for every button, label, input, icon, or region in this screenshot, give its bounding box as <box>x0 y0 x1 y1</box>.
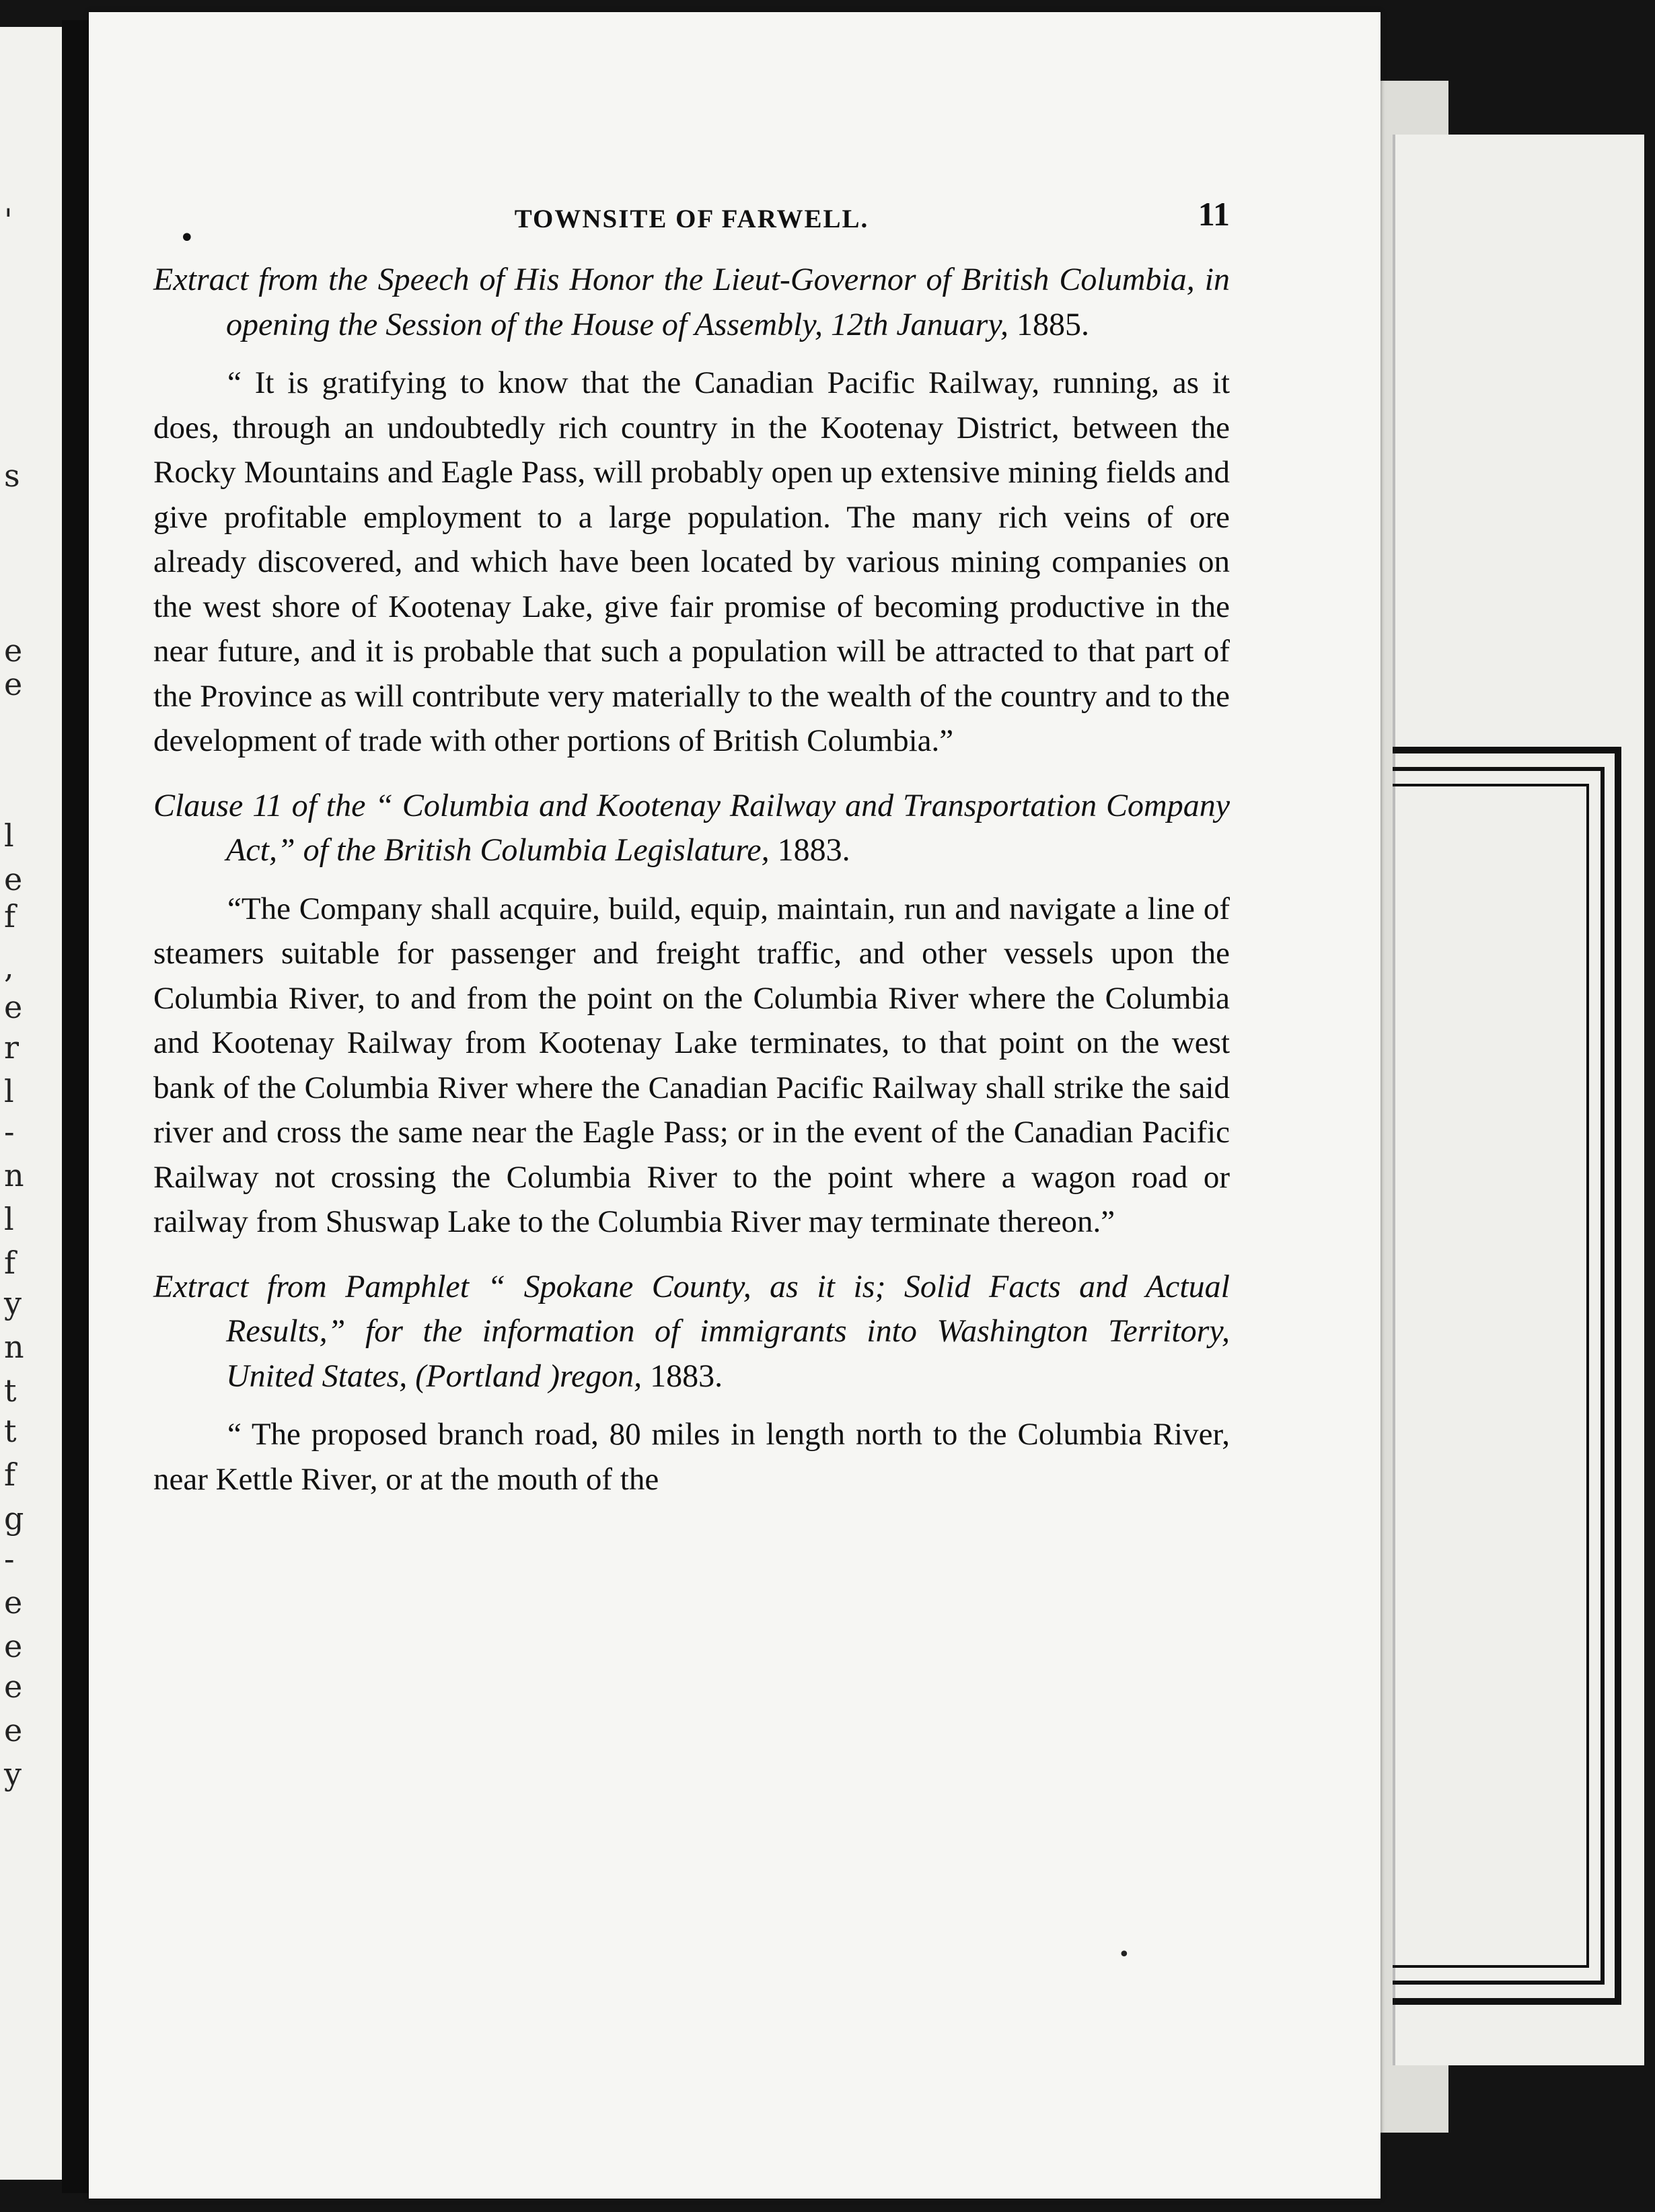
page-text-block <box>153 184 1230 1502</box>
margin-fragment: ' <box>4 202 13 238</box>
margin-fragment: - <box>4 1541 15 1577</box>
right-page-edge-line <box>1393 784 1589 1968</box>
section-heading-speech: Extract from the Speech of His Honor the Lieut-Governor of British Columbia, in opening the Session of the House of Assembly, 12th January, 1885. <box>153 262 1230 342</box>
margin-fragment: n <box>4 1157 24 1193</box>
left-page-margin-fragments <box>4 27 58 2180</box>
margin-fragment: y <box>4 1756 22 1792</box>
margin-fragment: e <box>4 1668 23 1705</box>
margin-fragment: e <box>4 989 23 1025</box>
margin-fragment: t <box>4 1413 17 1449</box>
margin-fragment: t <box>4 1372 17 1409</box>
section-heading-clause-11: Clause 11 of the “ Columbia and Kootenay Railway and Transportation Company Act,” of the British Columbia Legislature, 1883. <box>153 787 1230 868</box>
running-head <box>153 184 1230 258</box>
margin-fragment: e <box>4 861 23 897</box>
margin-fragment: f <box>4 1245 16 1281</box>
margin-fragment: r <box>4 1029 19 1066</box>
section-body-pamphlet: “ The proposed branch road, 80 miles in length north to the Columbia River, near Kettle River, or at the mouth of the <box>153 1417 1230 1497</box>
margin-fragment: e <box>4 1712 23 1748</box>
margin-fragment: f <box>4 898 16 934</box>
margin-fragment: e <box>4 666 23 702</box>
margin-fragment: e <box>4 1628 23 1664</box>
margin-fragment: , <box>4 949 14 985</box>
margin-fragment: y <box>4 1285 22 1321</box>
running-head-title: TOWNSITE OF FARWELL. <box>514 205 869 233</box>
stray-ink-dot: • <box>1118 1943 1130 1966</box>
bullet-mark: • <box>179 223 195 254</box>
margin-fragment: l <box>4 817 14 854</box>
margin-fragment: n <box>4 1329 24 1365</box>
book-page <box>89 12 1381 2199</box>
section-heading-pamphlet: Extract from Pamphlet “ Spokane County, as it is; Solid Facts and Actual Results,” for the information of immigrants into Washington Territory, United States, (Portland )regon, 1883. <box>153 1268 1230 1394</box>
left-facing-page <box>0 27 62 2180</box>
section-body-speech: “ It is gratifying to know that the Canadian Pacific Railway, running, as it does, through an undoubtedly rich country in the Kootenay District, between the Rocky Mountains and Eagle Pass, will probably open up extensive mining fields and give profitable employment to a large population. The many rich veins of ore already discovered, and which have been located by various mining companies on the west shore of Kootenay Lake, give fair promise of becoming productive in the near future, and it is probable that such a population will be attracted to that part of the Province as will contribute very materially to the wealth of the country and to the development of trade with other portions of British Columbia.” <box>153 365 1230 758</box>
margin-fragment: l <box>4 1201 14 1237</box>
margin-fragment: l <box>4 1073 14 1109</box>
page-number: 11 <box>1198 195 1230 233</box>
margin-fragment: f <box>4 1457 16 1493</box>
margin-fragment: g <box>4 1500 24 1537</box>
section-body-clause-11: “The Company shall acquire, build, equip, maintain, run and navigate a line of steamers suitable for passenger and freight traffic, and other vessels upon the Columbia River, to and from the point on the Columbia River where the Columbia and Kootenay Railway from Kootenay Lake terminates, to that point on the west bank of the Columbia River where the Canadian Pacific Railway shall strike the said river and cross the same near the Eagle Pass; or in the event of the Canadian Pacific Railway not crossing the Columbia River to the point where a wagon road or railway from Shuswap Lake to the Columbia River may terminate thereon.” <box>153 891 1230 1239</box>
book-gutter <box>62 20 90 2193</box>
margin-fragment: - <box>4 1113 15 1150</box>
margin-fragment: e <box>4 632 23 669</box>
margin-fragment: e <box>4 1584 23 1621</box>
margin-fragment: s <box>4 457 20 494</box>
